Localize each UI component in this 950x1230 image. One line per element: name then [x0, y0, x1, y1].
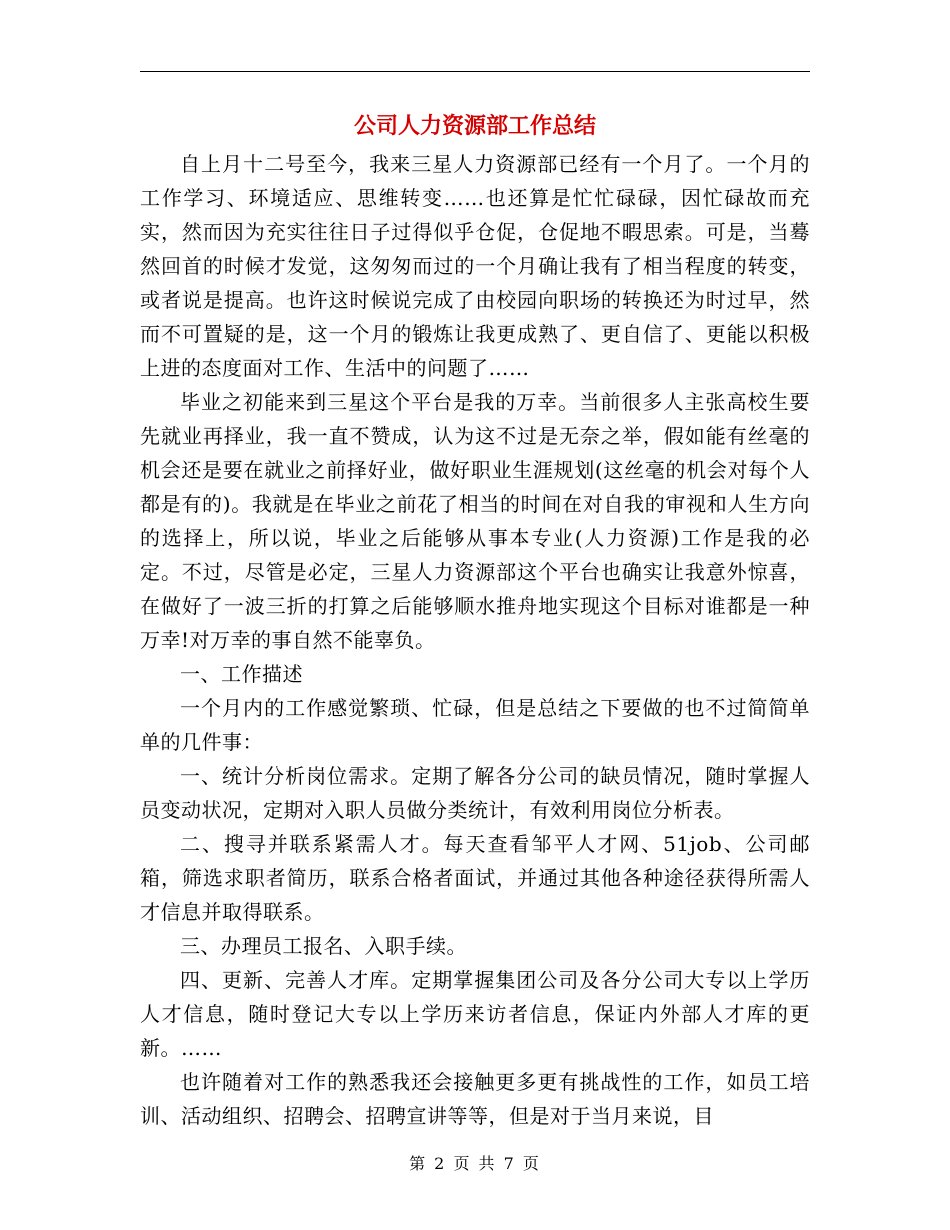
header-rule	[140, 71, 810, 72]
list-item-talent-search: 二、搜寻并联系紧需人才。每天查看邹平人才网、51job、公司邮箱，筛选求职者简历，联系合格者面试，并通过其他各种途径获得所需人才信息并取得联系。	[140, 832, 810, 924]
paragraph-intro: 自上月十二号至今，我来三星人力资源部已经有一个月了。一个月的工作学习、环境适应、思维转变……也还算是忙忙碌碌，因忙碌故而充实，然而因为充实往往日子过得似乎仓促，仓促地不暇思索。可是，当蓦然回首的时候才发觉，这匆匆而过的一个月确让我有了相当程度的转变，或者说是提高。也许这时候说完成了由校园向职场的转换还为时过早，然而不可置疑的是，这一个月的锻炼让我更成熟了、更自信了、更能以积极上进的态度面对工作、生活中的问题了……	[140, 152, 810, 380]
document-body	[140, 147, 810, 1133]
paragraph-work-overview: 一个月内的工作感觉繁琐、忙碌，但是总结之下要做的也不过简简单单的几件事：	[140, 696, 810, 754]
paragraph-future-work: 也许随着对工作的熟悉我还会接触更多更有挑战性的工作，如员工培训、活动组织、招聘会、招聘宣讲等等，但是对于当月来说，目	[140, 1070, 810, 1128]
section-heading-work-description: 一、工作描述	[180, 662, 303, 686]
list-item-talent-database: 四、更新、完善人才库。定期掌握集团公司及各分公司大专以上学历人才信息，随时登记大专以上学历来访者信息，保证内外部人才库的更新。……	[140, 968, 810, 1060]
page-number-footer: 第 2 页 共 7 页	[409, 1154, 541, 1173]
list-item-onboarding: 三、办理员工报名、入职手续。	[180, 934, 467, 958]
document-title: 公司人力资源部工作总结	[353, 113, 596, 139]
list-item-position-analysis: 一、统计分析岗位需求。定期了解各分公司的缺员情况，随时掌握人员变动状况，定期对入职人员做分类统计，有效利用岗位分析表。	[140, 764, 810, 822]
paragraph-career: 毕业之初能来到三星这个平台是我的万幸。当前很多人主张高校生要先就业再择业，我一直不赞成，认为这不过是无奈之举，假如能有丝毫的机会还是要在就业之前择好业，做好职业生涯规划(这丝毫的机会对每个人都是有的)。我就是在毕业之前花了相当的时间在对自我的审视和人生方向的选择上，所以说，毕业之后能够从事本专业(人力资源)工作是我的必定。不过，尽管是必定，三星人力资源部这个平台也确实让我意外惊喜，在做好了一波三折的打算之后能够顺水推舟地实现这个目标对谁都是一种万幸!对万幸的事自然不能辜负。	[140, 390, 810, 652]
